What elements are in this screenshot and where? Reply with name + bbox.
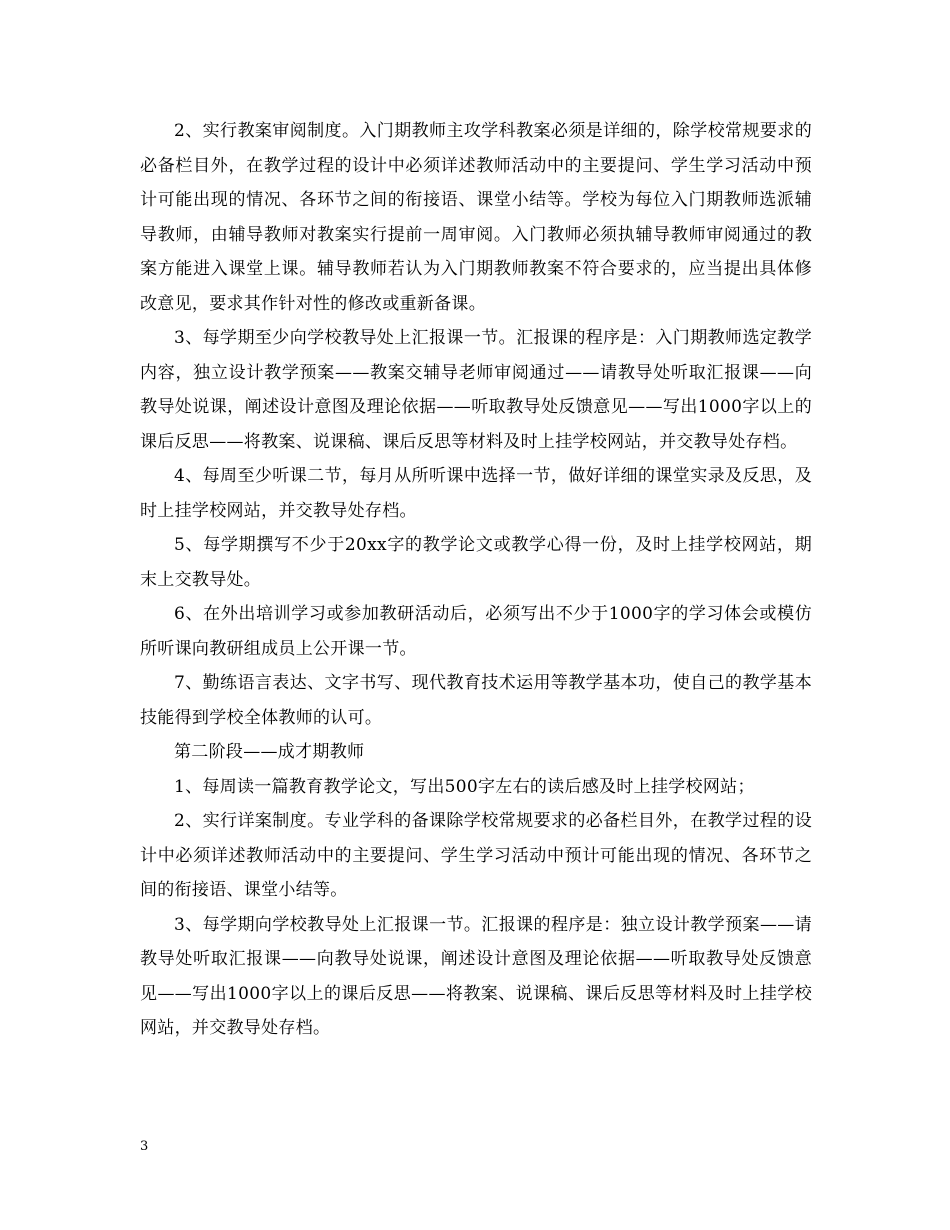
- paragraph-report-lesson: 3、每学期至少向学校教导处上汇报课一节。汇报课的程序是：入门期教师选定教学内容，独立设计教学预案——教案交辅导老师审阅通过——请教导处听取汇报课——向教导处说课，阐述设计意图及理论依据——听取教导处反馈意见——写出1000字以上的课后反思——将教案、说课稿、课后反思等材料及时上挂学校网站，并交教导处存档。: [140, 328, 812, 452]
- paragraph-stage-two-report-lesson: 3、每学期向学校教导处上汇报课一节。汇报课的程序是：独立设计教学预案——请教导处听取汇报课——向教导处说课，阐述设计意图及理论依据——听取教导处反馈意见——写出1000字以上的课后反思——将教案、说课稿、课后反思等材料及时上挂学校网站，并交教导处存档。: [140, 914, 812, 1038]
- paragraph-teaching-paper: 5、每学期撰写不少于20xx字的教学论文或教学心得一份，及时上挂学校网站，期末上交教导处。: [140, 535, 812, 590]
- paragraph-training-reflection: 6、在外出培训学习或参加教研活动后，必须写出不少于1000字的学习体会或模仿所听课向教研组成员上公开课一节。: [140, 604, 812, 659]
- section-heading-stage-two: 第二阶段——成才期教师: [174, 742, 365, 762]
- paragraph-basic-skills: 7、勤练语言表达、文字书写、现代教育技术运用等教学基本功，使自己的教学基本技能得到学校全体教师的认可。: [140, 673, 812, 728]
- paragraph-weekly-reading: 1、每周读一篇教育教学论文，写出500字左右的读后感及时上挂学校网站；: [174, 776, 755, 797]
- paragraph-detailed-plan: 2、实行详案制度。专业学科的备课除学校常规要求的必备栏目外，在教学过程的设计中必须详述教师活动中的主要提问、学生学习活动中预计可能出现的情况、各环节之间的衔接语、课堂小结等。: [140, 811, 812, 900]
- paragraph-lesson-plan-review: 2、实行教案审阅制度。入门期教师主攻学科教案必须是详细的，除学校常规要求的必备栏目外，在教学过程的设计中必须详述教师活动中的主要提问、学生学习活动中预计可能出现的情况、各环节之间的衔接语、课堂小结等。学校为每位入门期教师选派辅导教师，由辅导教师对教案实行提前一周审阅。入门教师必须执辅导教师审阅通过的教案方能进入课堂上课。辅导教师若认为入门期教师教案不符合要求的，应当提出具体修改意见，要求其作针对性的修改或重新备课。: [140, 121, 812, 314]
- page-body: [140, 114, 812, 1046]
- paragraph-lesson-observation: 4、每周至少听课二节，每月从所听课中选择一节，做好详细的课堂实录及反思，及时上挂学校网站，并交教导处存档。: [140, 466, 812, 521]
- page-number: 3: [140, 1139, 149, 1154]
